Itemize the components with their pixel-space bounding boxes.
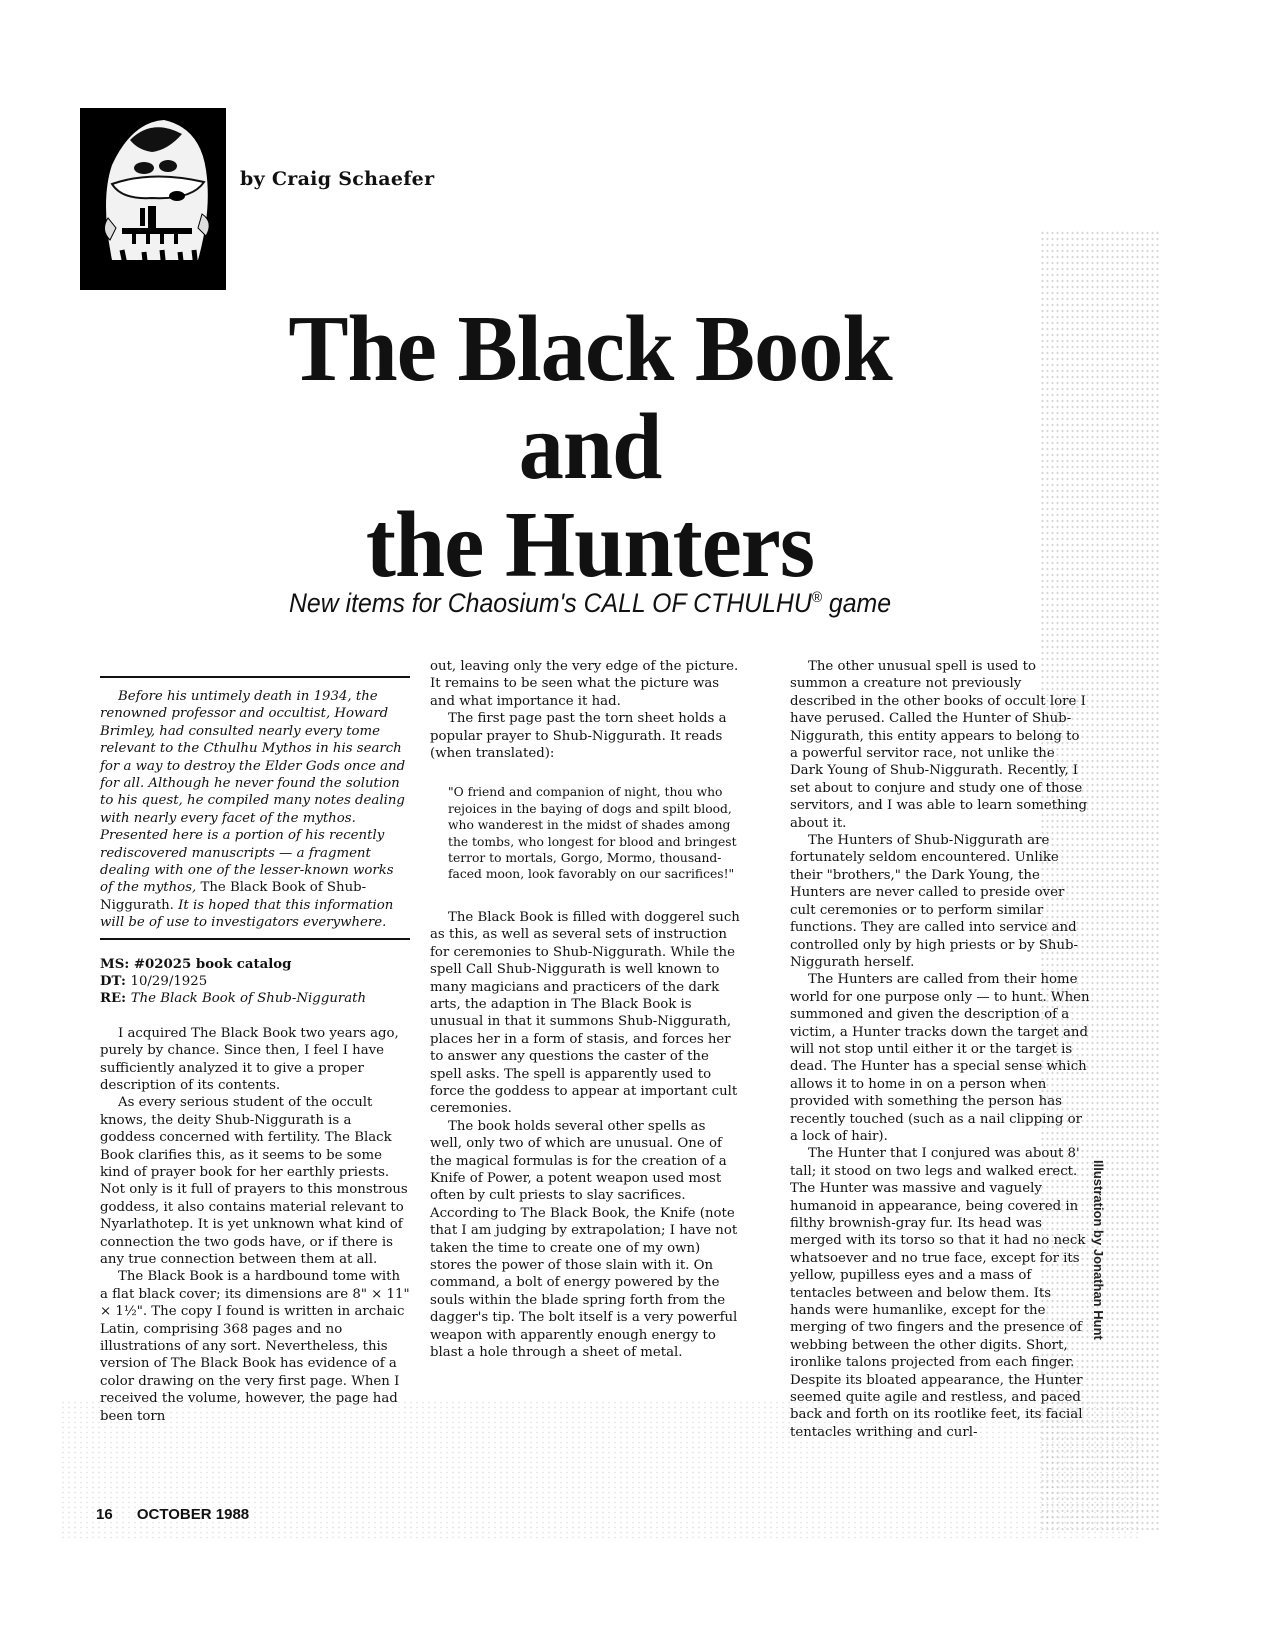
headline-line-1: The Black Book — [288, 297, 892, 401]
dt-label: DT: — [100, 973, 126, 989]
body-paragraph: The Hunter that I conjured was about 8' tall; it stood on two legs and walked erect. The Hunter was massive and vaguely humanoid in appearance, being covered in filthy brownish-gray fur. Its head was merged with its torso so that it had no neck whatsoever and no true face, except for its yellow, pupilless eyes and a mass of tentacles between and below them. Its hands were humanlike, except for the merging of two fingers and the presence of webbing between the other digits. Short, ironlike talons projected from each finger. Despite its bloated appearance, the Hunter seemed quite agile and restless, and paced back and forth on its rootlike feet, its facial tentacles writhing and curl- — [790, 1146, 1086, 1440]
dt-value: 10/29/1925 — [130, 973, 208, 989]
intro-paragraph — [100, 688, 410, 932]
manuscript-header — [100, 956, 410, 1007]
editor-intro — [100, 678, 410, 938]
ms-label: MS: — [100, 956, 130, 972]
intro-book-title: The Black Book of Shub-Niggurath. — [100, 880, 367, 913]
ms-line — [100, 956, 410, 973]
column-2 — [430, 658, 740, 1361]
body-paragraph: The Hunters of Shub-Niggurath are fortunately seldom encountered. Unlike their "brothers," the Dark Young, the Hunters are never called to preside over cult ceremonies or to perform similar functions. They are called into service and controlled only by high priests or by Shub-Niggurath herself. — [790, 833, 1079, 970]
headline — [196, 297, 983, 597]
subtitle — [213, 588, 967, 619]
skull-illustration — [80, 108, 226, 290]
subtitle-end: game — [821, 588, 892, 618]
intro-text-1: Before his untimely death in 1934, the renowned professor and occultist, Howard Brimley, had consulted nearly every tome relevant to the Cthulhu Mythos in his search for a way to destroy the Elder Gods once and for all. Although he never found the solution to his quest, he compiled many notes dealing with nearly every facet of the mythos. Presented here is a portion of his recently rediscovered manuscripts — a fragment dealing with one of the lesser-known works of the mythos, — [100, 689, 406, 896]
body-paragraph: The other unusual spell is used to summon a creature not previously described in the other books of occult lore I have perused. Called the Hunter of Shub-Niggurath, this entity appears to belong to a powerful servitor race, not unlike the Dark Young of Shub-Niggurath. Recently, I set about to conjure and study one of those servitors, and I was able to learn something about it. — [790, 659, 1087, 831]
byline: by Craig Schaefer — [240, 168, 435, 190]
body-paragraph: The book holds several other spells as well, only two of which are unusual. One of the magical formulas is for the creation of a Knife of Power, a potent weapon used most often by cult priests to slay sacrifices. According to The Black Book, the Knife (note that I am judging by extrapolation; I have not taken the time to create one of my own) stores the power of those slain with it. On command, a bolt of energy powered by the souls within the blade spring forth from the dagger's tip. The bolt itself is a very powerful weapon with apparently enough energy to blast a hole through a sheet of metal. — [430, 1118, 738, 1361]
registered-mark: ® — [811, 589, 822, 606]
skull-icon — [82, 110, 224, 288]
intro-bottom-rule — [100, 938, 410, 940]
illustration-credit — [1090, 1160, 1112, 1480]
dt-line — [100, 973, 410, 990]
issue-date: OCTOBER 1988 — [136, 1506, 250, 1523]
body-paragraph: As every serious student of the occult knows, the deity Shub-Niggurath is a goddess concerned with fertility. The Black Book clarifies this, as it seems to be some kind of prayer book for her earthly priests. Not only is it full of prayers to this monstrous goddess, it also contains material relevant to Nyarlathotep. It is yet unknown what kind of connection the two gods have, or if there is any true connection between them at all. — [100, 1095, 408, 1267]
body-paragraph: I acquired The Black Book two years ago, purely by chance. Since then, I feel I have sufficiently analyzed it to give a proper description of its contents. — [100, 1025, 399, 1093]
re-label: RE: — [100, 990, 127, 1006]
re-line — [100, 990, 410, 1007]
ms-value: #02025 book catalog — [133, 956, 292, 972]
body-paragraph: out, leaving only the very edge of the picture. It remains to be seen what the picture was and what importance it had. — [430, 659, 739, 709]
headline-line-2: and — [518, 395, 662, 499]
illustration-credit-text: Illustration by Jonathan Hunt — [1091, 1160, 1106, 1340]
prayer-quote — [430, 762, 740, 908]
subtitle-text: New items for Chaosium's CALL OF CTHULHU — [288, 588, 812, 618]
page-number: 16 — [96, 1506, 113, 1523]
column-3 — [790, 658, 1090, 1441]
column-1 — [100, 676, 410, 1425]
re-value: The Black Book of Shub-Niggurath — [130, 990, 367, 1006]
headline-line-3: the Hunters — [365, 493, 815, 597]
page-footer — [96, 1506, 269, 1523]
prayer-text: "O friend and companion of night, thou who rejoices in the baying of dogs and spilt blood, who wanderest in the midst of shades among the tombs, who longest for blood and bringest terror to mortals, Gorgo, Mormo, thousand-faced moon, look favorably on our sacrifices!" — [448, 785, 737, 882]
body-paragraph: The Black Book is a hardbound tome with a flat black cover; its dimensions are 8" × 11" × 1½". The copy I found is written in archaic Latin, comprising 368 pages and no illustrations of any sort. Nevertheless, this version of The Black Book has evidence of a color drawing on the very first page. When I received the volume, however, the page had been torn — [100, 1269, 410, 1424]
body-paragraph: The Black Book is filled with doggerel such as this, as well as several sets of instruction for ceremonies to Shub-Niggurath. While the spell Call Shub-Niggurath is well known to many magicians and practicers of the dark arts, the adaption in The Black Book is unusual in that it summons Shub-Niggurath, places her in a form of stasis, and forces her to answer any questions the caster of the spell asks. The spell is apparently used to force the goddess to appear at important cult ceremonies. — [430, 909, 740, 1117]
body-paragraph: The Hunters are called from their home world for one purpose only — to hunt. When summoned and given the description of a victim, a Hunter tracks down the target and will not stop until either it or the target is dead. The Hunter has a special sense which allows it to home in on a person when provided with something the person has recently touched (such as a nail clipping or a lock of hair). — [790, 972, 1090, 1144]
intro-text-2: It is hoped that this information will be of use to investigators everywhere. — [100, 897, 394, 931]
body-paragraph: The first page past the torn sheet holds a popular prayer to Shub-Niggurath. It reads (when translated): — [430, 711, 727, 762]
